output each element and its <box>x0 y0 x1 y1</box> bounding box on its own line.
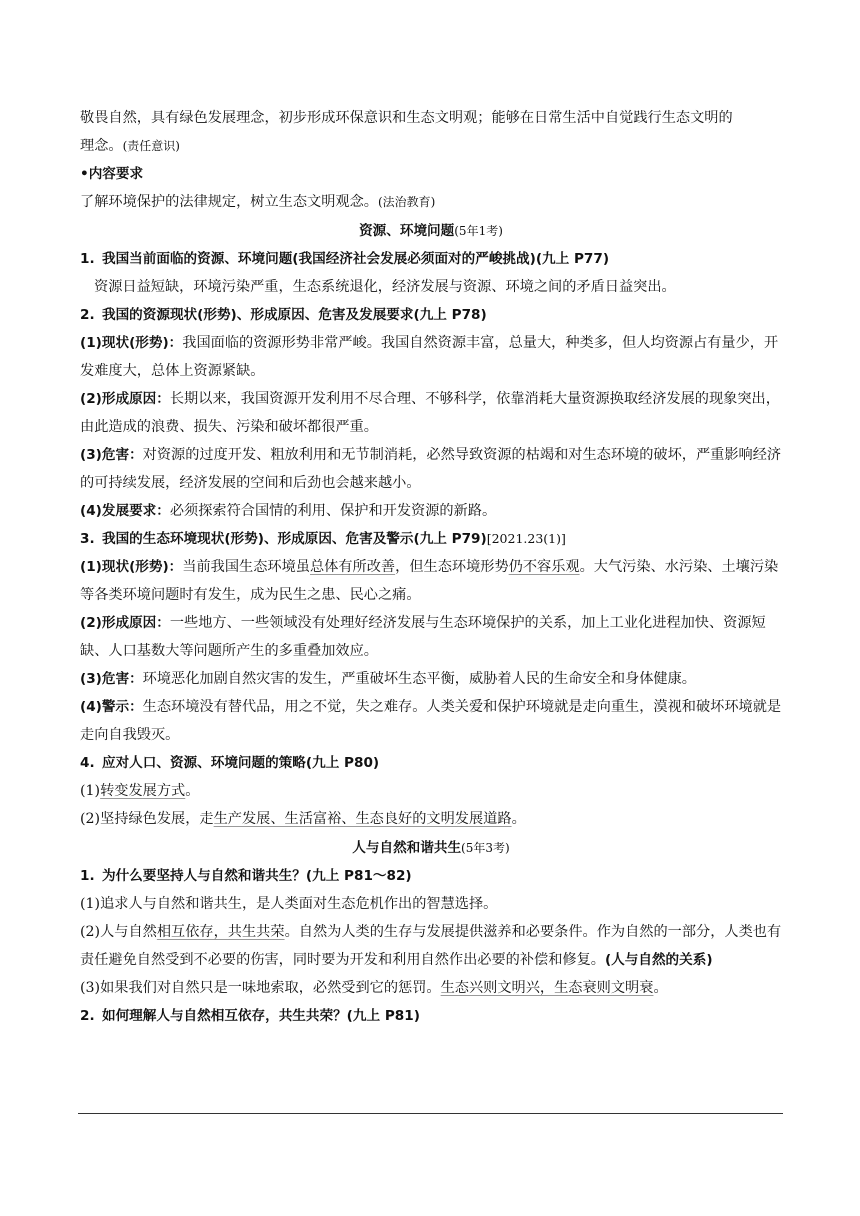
strategy-item-2 <box>80 805 782 833</box>
environment-cause-item <box>80 609 782 665</box>
harmony-reason-item-2 <box>80 918 782 974</box>
item-label: (1)现状(形势)： <box>80 335 183 351</box>
resource-status-item <box>80 329 782 385</box>
intro-line1: 敬畏自然，具有绿色发展理念，初步形成环保意识和生态文明观；能够在日常生活中自觉践行生态文明的 <box>80 110 733 126</box>
question-number: 2. <box>80 307 95 323</box>
section2-tag: (5年3考) <box>461 841 510 855</box>
intro-line2: 理念。 <box>80 138 123 154</box>
harmony-reason-item-1: (1)追求人与自然和谐共生，是人类面对生态危机作出的智慧选择。 <box>80 896 498 912</box>
item-text: (3)如果我们对自然只是一味地索取，必然受到它的惩罚。 <box>80 980 441 996</box>
section2-title: 人与自然和谐共生 <box>352 840 462 856</box>
item-text: 长期以来，我国资源开发利用不尽合理、不够科学，依靠消耗大量资源换取经济发展的现象突出，由此造成的浪费、损失、污染和破坏都很严重。 <box>80 391 780 435</box>
item-text: 生态环境没有替代品，用之不觉，失之难存。人类关爱和保护环境就是走向重生，漠视和破坏环境就是走向自我毁灭。 <box>80 699 782 743</box>
resource-requirement-item <box>80 497 782 525</box>
answer-text-1-1: 资源日益短缺，环境污染严重，生态系统退化，经济发展与资源、环境之间的矛盾日益突出。 <box>94 279 676 295</box>
section1-tag: (5年1考) <box>454 224 503 238</box>
item-text: 。 <box>653 980 668 996</box>
question-title: 如何理解人与自然相互依存，共生共荣？(九上 P81) <box>102 1008 420 1024</box>
item-text: 。 <box>185 783 200 799</box>
item-text: 。自然为人类的生存与发展提供滋养和必要条件。作为自然的一部分，人类也有责任避免自然受到不必要的伤害，同时要为开发和利用自然作出必要的补偿和修复。 <box>80 924 782 968</box>
question-title: 我国的资源现状(形势)、形成原因、危害及发展要求(九上 P78) <box>102 307 487 323</box>
question-heading-1-1 <box>80 245 782 273</box>
item-text: 当前我国生态环境虽 <box>182 559 310 575</box>
item-text: ，但生态环境形势 <box>395 559 509 575</box>
item-label: (3)危害： <box>80 671 143 687</box>
relation-tag: (人与自然的关系) <box>604 952 713 968</box>
section1-title: 资源、环境问题 <box>359 223 455 239</box>
item-label: (1)现状(形势)： <box>80 559 183 575</box>
content-requirements-text <box>80 188 782 216</box>
item-label: (2)形成原因： <box>80 391 170 407</box>
section-title-resources-environment <box>80 217 782 245</box>
item-label: (4)发展要求： <box>80 503 170 519</box>
question-title: 我国当前面临的资源、环境问题(我国经济社会发展必须面对的严峻挑战)(九上 P77) <box>102 251 610 267</box>
underlined-text: 总体有所改善 <box>309 559 396 575</box>
question-heading-1-4 <box>80 749 782 777</box>
question-heading-1-3 <box>80 525 782 553</box>
item-text: (1) <box>80 783 101 799</box>
question-heading-1-2 <box>80 301 782 329</box>
question-number: 3. <box>80 531 95 547</box>
bottom-divider <box>78 1113 783 1114</box>
section-title-harmony-nature <box>80 834 782 862</box>
item-text: 对资源的过度开发、粗放利用和无节制消耗，必然导致资源的枯竭和对生态环境的破坏，严重影响经济的可持续发展，经济发展的空间和后劲也会越来越小。 <box>80 447 782 491</box>
item-text: (2)坚持绿色发展，走 <box>80 811 214 827</box>
question-heading-2-1 <box>80 862 782 890</box>
item-label: (4)警示： <box>80 699 143 715</box>
item-label: (3)危害： <box>80 447 143 463</box>
question-number: 2. <box>80 1008 95 1024</box>
resource-harm-item <box>80 441 782 497</box>
item-text: (2)人与自然 <box>80 924 157 940</box>
environment-warning-item <box>80 693 782 749</box>
item-label: (2)形成原因： <box>80 615 170 631</box>
underlined-text: 相互依存，共生共荣 <box>156 924 285 940</box>
question-title: 我国的生态环境现状(形势)、形成原因、危害及警示(九上 P79) <box>102 531 487 547</box>
content-requirements-body: 了解环境保护的法律规定，树立生态文明观念。 <box>80 194 378 210</box>
environment-status-item <box>80 553 782 609</box>
underlined-text: 生态兴则文明兴，生态衰则文明衰 <box>440 980 654 996</box>
environment-harm-item <box>80 665 782 693</box>
item-text: 环境恶化加剧自然灾害的发生，严重破坏生态平衡，威胁着人民的生命安全和身体健康。 <box>142 671 696 687</box>
harmony-reason-item-3 <box>80 974 782 1002</box>
underlined-text: 仍不容乐观 <box>508 559 580 575</box>
item-text: 。 <box>511 811 526 827</box>
item-text: 一些地方、一些领域没有处理好经济发展与生态环境保护的关系，加上工业化进程加快、资源短缺、人口基数大等问题所产生的多重叠加效应。 <box>80 615 766 659</box>
question-number: 1. <box>80 251 95 267</box>
content-requirements-heading: •内容要求 <box>80 166 144 182</box>
question-heading-2-2 <box>80 1002 782 1030</box>
question-title: 为什么要坚持人与自然和谐共生？(九上 P81～82) <box>102 868 412 884</box>
document-page <box>80 104 782 1030</box>
underlined-text: 转变发展方式 <box>100 783 186 799</box>
question-number: 4. <box>80 755 95 771</box>
content-requirements-tag: (法治教育) <box>377 195 436 209</box>
question-number: 1. <box>80 868 95 884</box>
item-text: 。大气污染、水污染、土壤污染等各类环境问题时有发生，成为民生之患、民心之痛。 <box>80 559 779 603</box>
underlined-text: 生产发展、生活富裕、生态良好的文明发展道路 <box>213 811 512 827</box>
intro-paragraph <box>80 104 782 160</box>
item-text: 我国面临的资源形势非常严峻。我国自然资源丰富，总量大，种类多，但人均资源占有量少，开发难度大，总体上资源紧缺。 <box>80 335 779 379</box>
resource-cause-item <box>80 385 782 441</box>
exam-reference: [2021.23(1)] <box>486 531 566 546</box>
strategy-item-1 <box>80 777 782 805</box>
question-title: 应对人口、资源、环境问题的策略(九上 P80) <box>102 755 380 771</box>
item-text: 必须探索符合国情的利用、保护和开发资源的新路。 <box>169 503 497 519</box>
intro-tag: (责任意识) <box>122 139 180 153</box>
